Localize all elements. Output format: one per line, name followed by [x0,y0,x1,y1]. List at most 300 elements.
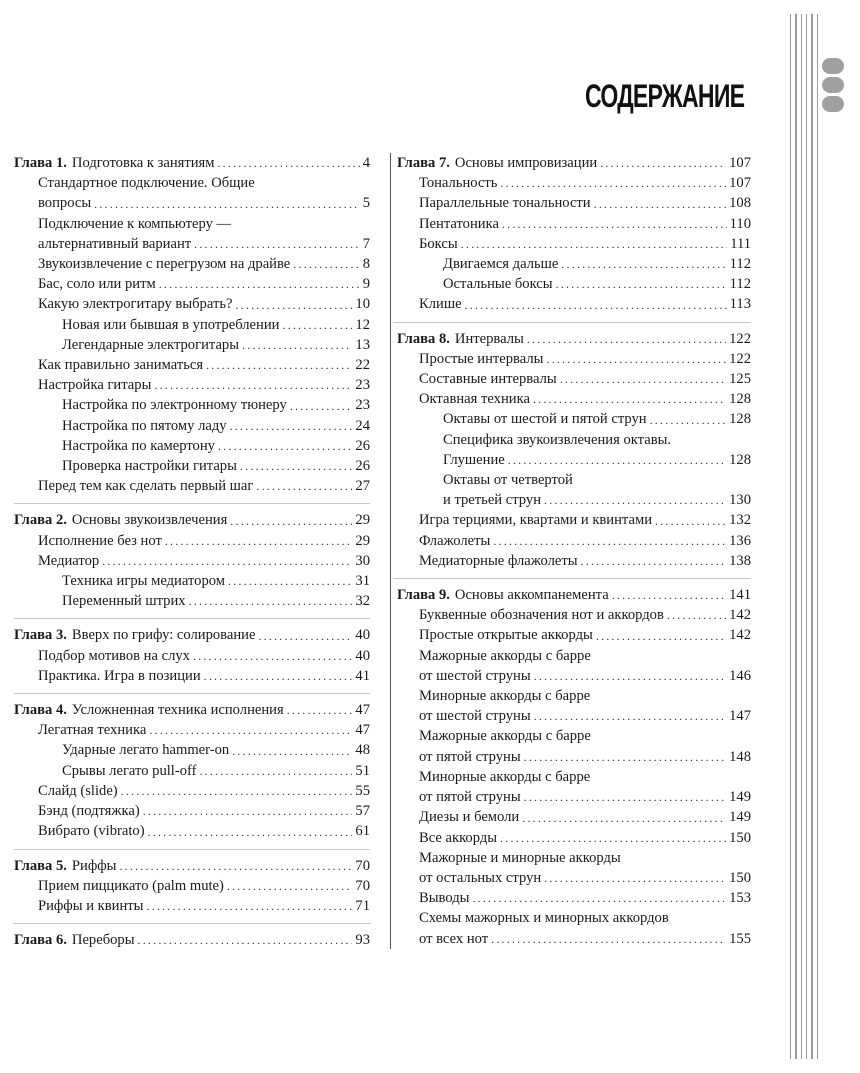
toc-entry-text [14,856,370,876]
leader-dots [218,439,352,453]
toc-entry-title: Пентатоника [419,215,499,232]
leader-dots [242,338,352,352]
toc-entry[interactable] [14,254,370,274]
toc-entry[interactable] [14,294,370,314]
toc-entry-line: Специфика звукоизвлечения октавы. [443,431,672,448]
leader-dots [282,318,352,332]
toc-entry-title: Переборы [71,932,135,949]
leader-dots [524,750,726,764]
toc-entry-last-line [14,930,370,950]
page-number: 138 [729,552,751,569]
toc-chapter-entry[interactable] [393,578,751,605]
toc-entry[interactable] [14,531,370,551]
toc-entry-title: Техника игры медиатором [62,573,225,590]
toc-entry-last-line [38,646,370,666]
toc-entry-last-line [14,856,370,876]
leader-dots [227,879,353,893]
page-number: 128 [729,391,751,408]
toc-entry-last-line [419,868,751,888]
leader-dots [228,574,352,588]
toc-entry-text [38,375,370,395]
leader-dots [194,237,360,251]
toc-entry-title: альтернативный вариант [38,235,192,252]
toc-entry-title: Игра терциями, квартами и квинтами [419,512,653,529]
toc-entry-last-line [62,436,370,456]
toc-entry-last-line [419,173,751,193]
toc-entry[interactable] [14,761,370,781]
toc-entry[interactable] [393,294,751,314]
toc-entry-last-line [419,787,751,807]
toc-entry[interactable] [393,193,751,213]
toc-entry-last-line [38,876,370,896]
toc-entry[interactable] [393,349,751,369]
leader-dots [154,378,352,392]
toc-entry[interactable] [14,591,370,611]
page-number: 128 [729,451,751,468]
tab-marker [822,77,844,93]
toc-entry[interactable] [393,234,751,254]
page-number: 31 [355,573,370,590]
toc-entry-title: Легатная техника [38,722,147,739]
page-number: 7 [362,235,370,252]
toc-entry-title: Двигаемся дальше [443,256,559,273]
toc-entry-title: Проверка настройки гитары [62,458,237,475]
page-number: 22 [355,357,370,374]
toc-entry[interactable] [14,395,370,415]
string-line [795,14,796,1059]
toc-entry-last-line [419,531,751,551]
toc-entry-last-line [38,801,370,821]
toc-entry-text [419,625,751,645]
toc-entry[interactable] [14,720,370,740]
page-number: 9 [362,276,370,293]
toc-entry-text [419,349,751,369]
toc-entry[interactable] [393,551,751,571]
toc-entry-last-line [38,355,370,375]
toc-entry-title: Риффы и квинты [38,897,144,914]
leader-dots [524,790,726,804]
toc-entry-last-line [38,234,370,254]
leader-dots [193,649,352,663]
toc-entry-last-line [62,761,370,781]
toc-entry-last-line [419,510,751,530]
page-number: 122 [729,330,751,347]
toc-entry-title: Настройка по пятому ладу [62,417,227,434]
chapter-label: Глава 1. [14,155,67,171]
toc-entry-title: Подбор мотивов на слух [38,647,190,664]
leader-dots [667,608,726,622]
leader-dots [461,237,728,251]
page-number: 12 [355,316,370,333]
toc-entry-text [38,646,370,666]
toc-entry-title: Параллельные тональности [419,195,591,212]
leader-dots [544,871,726,885]
toc-chapter-entry[interactable] [14,849,370,876]
toc-entry[interactable] [393,767,751,807]
page-number: 47 [355,722,370,739]
leader-dots [508,453,726,467]
leader-dots [258,629,352,643]
page-number: 70 [355,877,370,894]
toc-entry-last-line [419,605,751,625]
toc-entry-last-line [443,254,751,274]
toc-entry[interactable] [14,456,370,476]
toc-entry-last-line [38,720,370,740]
leader-dots [472,891,726,905]
page-number: 29 [355,532,370,549]
toc-entry-title: Настройка гитары [38,377,152,394]
page-number: 150 [729,869,751,886]
toc-entry-title: Слайд (slide) [38,782,118,799]
decorative-guitar-strings [790,14,818,1059]
leader-dots [500,831,726,845]
page-number: 71 [355,897,370,914]
toc-entry-text [38,551,370,571]
toc-entry[interactable] [393,531,751,551]
toc-entry-line: Минорные аккорды с барре [419,688,591,705]
toc-entry-last-line [38,254,370,274]
toc-right-column [390,153,751,949]
toc-entry[interactable] [393,605,751,625]
toc-entry-text [419,828,751,848]
page-number: 130 [729,492,751,509]
page-number: 146 [729,667,751,684]
page-number: 41 [355,667,370,684]
page-number: 10 [355,296,370,313]
toc-entry[interactable] [14,173,370,213]
toc-entry-line: Минорные аккорды с барре [419,768,591,785]
page-number: 122 [729,350,751,367]
toc-entry-title: Составные интервалы [419,371,557,388]
toc-entry-title: Прием пиццикато (palm mute) [38,877,224,894]
toc-entry-text [419,848,751,888]
toc-entry-title: Риффы [71,857,117,874]
toc-entry[interactable] [14,476,370,496]
toc-entry-last-line [62,591,370,611]
leader-dots [560,372,726,386]
leader-dots [217,156,359,170]
page-number: 48 [355,742,370,759]
string-line [801,14,802,1059]
leader-dots [199,764,352,778]
toc-entry-text [443,274,751,294]
toc-entry-last-line [443,490,751,510]
page-number: 32 [355,593,370,610]
toc-entry[interactable] [393,686,751,726]
toc-chapter-entry[interactable] [14,153,370,173]
toc-entry[interactable] [14,646,370,666]
toc-entry-text [62,761,370,781]
leader-dots [556,277,727,291]
toc-entry[interactable] [14,315,370,335]
toc-entry-title: Медиаторные флажолеты [419,552,578,569]
toc-entry-text [38,476,370,496]
page-number: 155 [729,930,751,947]
toc-entry-title: Основы звукоизвлечения [71,512,228,529]
toc-entry-last-line [38,375,370,395]
toc-entry-text [62,416,370,436]
toc-entry-text [62,571,370,591]
leader-dots [149,723,352,737]
leader-dots [534,709,726,723]
page-number: 8 [362,256,370,273]
toc-entry-line: Подключение к компьютеру — [38,215,232,232]
toc-entry-last-line [419,747,751,767]
toc-entry-title: Простые интервалы [419,350,544,367]
leader-dots [119,859,352,873]
toc-entry-last-line [443,274,751,294]
toc-entry-text [38,876,370,896]
toc-entry-text [419,908,751,948]
leader-dots [293,257,359,271]
toc-entry[interactable] [393,625,751,645]
page-number: 150 [729,829,751,846]
page-title: СОДЕРЖАНИЕ [584,78,744,114]
toc-entry-last-line [443,409,751,429]
toc-entry[interactable] [393,888,751,908]
toc-entry-last-line [419,929,751,949]
chapter-label: Глава 7. [397,155,450,171]
toc-entry[interactable] [393,389,751,409]
toc-entry[interactable] [14,781,370,801]
toc-entry-text [443,470,751,510]
toc-entry-text [62,591,370,611]
toc-entry-last-line [62,335,370,355]
page-number: 107 [729,175,751,192]
toc-chapter-entry[interactable] [14,693,370,720]
tab-marker [822,96,844,112]
toc-entry-title: Бэнд (подтяжка) [38,803,140,820]
leader-dots [600,156,726,170]
page-number: 4 [362,155,370,171]
toc-entry-title: от шестой струны [419,708,531,725]
toc-entry-text [62,456,370,476]
toc-entry-text [38,720,370,740]
page-number: 93 [355,932,370,949]
page-number: 141 [729,587,751,604]
toc-entry[interactable] [393,828,751,848]
toc-entry-text [62,315,370,335]
toc-entry-text [38,274,370,294]
toc-entry-text [62,335,370,355]
chapter-label: Глава 3. [14,627,67,644]
page-number: 111 [730,235,751,252]
toc-entry-title: от всех нот [419,930,489,947]
toc-chapter-entry[interactable] [393,322,751,349]
toc-entry[interactable] [14,740,370,760]
toc-entry[interactable] [393,430,751,470]
page-number: 55 [355,782,370,799]
toc-entry-last-line [38,551,370,571]
toc-chapter-entry[interactable] [393,153,751,173]
leader-dots [121,784,353,798]
toc-entry[interactable] [393,214,751,234]
toc-entry-last-line [38,531,370,551]
toc-entry[interactable] [14,436,370,456]
page-number: 112 [729,256,751,273]
toc-entry-title: Глушение [443,451,505,468]
page-number: 148 [729,748,751,765]
toc-left-column [14,153,370,950]
toc-entry-title: вопросы [38,195,92,212]
leader-dots [148,825,353,839]
toc-entry[interactable] [393,807,751,827]
toc-entry-last-line [419,349,751,369]
toc-entry-text [14,625,370,645]
leader-dots [206,358,352,372]
toc-entry[interactable] [14,876,370,896]
leader-dots [240,459,352,473]
toc-entry[interactable] [14,335,370,355]
toc-entry[interactable] [14,821,370,841]
page-number: 142 [729,627,751,644]
toc-entry-text [443,254,751,274]
leader-dots [94,197,360,211]
toc-entry[interactable] [393,254,751,274]
toc-entry-last-line [419,888,751,908]
toc-entry-title: Флажолеты [419,532,491,549]
toc-entry-last-line [62,456,370,476]
page-number: 149 [729,809,751,826]
toc-entry-text [419,686,751,726]
chapter-label: Глава 2. [14,512,67,529]
leader-dots [502,217,727,231]
leader-dots [102,554,352,568]
toc-entry-text [38,355,370,375]
toc-entry-last-line [38,193,370,213]
toc-entry[interactable] [14,274,370,294]
toc-entry-last-line [62,416,370,436]
chapter-label: Глава 9. [397,587,450,604]
toc-entry-text [419,294,751,314]
toc-chapter-entry[interactable] [14,923,370,950]
page-number: 108 [729,195,751,212]
toc-entry-title: и третьей струн [443,492,542,509]
toc-entry-last-line [38,294,370,314]
toc-entry-last-line [419,294,751,314]
page-number: 24 [355,417,370,434]
toc-entry-title: Настройка по электронному тюнеру [62,397,287,414]
toc-entry[interactable] [393,274,751,294]
leader-dots [581,554,727,568]
toc-entry-text [62,436,370,456]
page-number: 23 [355,397,370,414]
toc-entry-last-line [38,274,370,294]
leader-dots [594,197,726,211]
toc-entry[interactable] [14,801,370,821]
page-number: 107 [729,155,751,171]
toc-entry[interactable] [393,646,751,686]
leader-dots [165,534,353,548]
toc-entry[interactable] [393,848,751,888]
toc-entry-text [14,510,370,530]
leader-dots [189,594,353,608]
toc-entry-title: Срывы легато pull-off [62,762,197,779]
toc-entry-title: Как правильно заниматься [38,357,204,374]
page-number: 40 [355,647,370,664]
toc-entry-title: Выводы [419,890,470,907]
toc-entry-last-line [62,571,370,591]
toc-entry[interactable] [393,173,751,193]
leader-dots [146,899,352,913]
toc-entry-last-line [397,585,751,605]
toc-entry-title: Диезы и бемоли [419,809,520,826]
leader-dots [138,933,353,947]
toc-entry-last-line [14,510,370,530]
toc-entry-text [397,329,751,349]
toc-entry[interactable] [14,571,370,591]
toc-chapter-entry[interactable] [14,503,370,530]
toc-entry-title: Октавная техника [419,391,530,408]
leader-dots [235,298,352,312]
toc-entry[interactable] [393,470,751,510]
toc-entry-last-line [419,369,751,389]
toc-entry-last-line [62,740,370,760]
toc-entry-text [14,153,370,173]
toc-entry-text [419,807,751,827]
page-number: 26 [355,437,370,454]
toc-entry-title: от пятой струны [419,748,521,765]
toc-entry-title: Тональность [419,175,498,192]
toc-entry-text [38,896,370,916]
toc-entry[interactable] [393,369,751,389]
toc-entry[interactable] [14,375,370,395]
toc-entry-line: Стандартное подключение. Общие [38,175,255,192]
toc-entry[interactable] [14,214,370,254]
page-number: 51 [355,762,370,779]
page-number: 5 [362,195,370,212]
toc-entry-text [419,173,751,193]
toc-entry-title: Все аккорды [419,829,498,846]
toc-entry-text [38,801,370,821]
leader-dots [534,669,726,683]
toc-entry-title: Октавы от шестой и пятой струн [443,411,647,428]
toc-entry-last-line [14,625,370,645]
toc-entry[interactable] [393,510,751,530]
toc-entry-text [397,585,751,605]
toc-chapter-entry[interactable] [14,618,370,645]
toc-entry[interactable] [14,551,370,571]
toc-entry-text [38,214,370,254]
toc-entry-text [419,605,751,625]
toc-entry[interactable] [14,666,370,686]
page-number: 125 [729,371,751,388]
toc-entry-title: Перед тем как сделать первый шаг [38,478,254,495]
leader-dots [204,669,353,683]
toc-entry[interactable] [14,355,370,375]
toc-entry[interactable] [14,896,370,916]
toc-entry-last-line [419,625,751,645]
page-number: 136 [729,532,751,549]
leader-dots [596,629,726,643]
string-line [811,14,812,1059]
toc-entry-text [419,551,751,571]
toc-entry[interactable] [393,726,751,766]
leader-dots [465,298,727,312]
toc-entry-text [38,294,370,314]
toc-entry[interactable] [393,409,751,429]
toc-entry[interactable] [14,416,370,436]
leader-dots [561,257,726,271]
leader-dots [650,413,727,427]
toc-entry-line: Мажорные и минорные аккорды [419,849,621,866]
leader-dots [287,703,353,717]
page-number: 26 [355,458,370,475]
chapter-label: Глава 4. [14,702,67,719]
toc-entry-text [62,395,370,415]
toc-entry[interactable] [393,908,751,948]
toc-entry-text [14,930,370,950]
